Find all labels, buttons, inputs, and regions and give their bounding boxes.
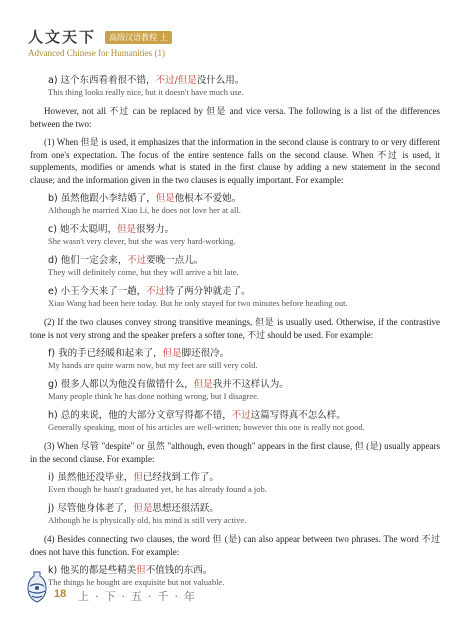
page-body	[30, 74, 440, 595]
example-i	[48, 471, 440, 495]
book-title-chinese: 人文天下	[28, 28, 97, 46]
vase-icon	[26, 570, 48, 604]
example-chinese: g) 很多人都以为他没有做错什么，但是我并不这样认为。	[48, 379, 289, 390]
example-chinese: k) 他买的都是些精美但不值钱的东西。	[48, 565, 213, 576]
example-translation: Although he is physically old, his mind is still very active.	[48, 515, 247, 525]
example-chinese: d) 他们一定会来，不过要晚一点儿。	[48, 255, 204, 266]
paragraph-differences-intro: However, not all 不过 can be replaced by 但是 and vice versa. The following is a list of the differences between the two:	[30, 106, 440, 129]
paragraph-rule-2: (2) If the two clauses convey strong transitive meanings, 但是 is usually used. Otherwise, if the contrastive tone is not very strong and the speaker prefers a softer tone, 不过 should be used. For example:	[30, 317, 440, 340]
example-j	[48, 502, 440, 526]
example-c	[48, 223, 440, 247]
example-a	[48, 74, 440, 98]
paragraph-rule-3: (3) When 尽管 "despite" or 虽然 "although, even though" appears in the first clause, 但 (是) usually appears in the second clause. For example:	[30, 441, 440, 464]
example-translation: Although he married Xiao Li, he does not love her at all.	[48, 205, 241, 215]
example-chinese: b) 虽然他跟小李结婚了，但是他根本不爱她。	[48, 193, 242, 204]
page-header	[28, 26, 172, 58]
example-translation: Generally speaking, most of his articles are well-written; however this one is really not good.	[48, 422, 365, 432]
example-chinese: e) 小王今天来了一趟，不过待了两分钟就走了。	[48, 286, 251, 297]
example-translation: She wasn't very clever, but she was very hard-working.	[48, 236, 236, 246]
book-title-english: Advanced Chinese for Humanities (1)	[28, 48, 165, 58]
example-f	[48, 347, 440, 371]
example-translation: Many people think he has done nothing wrong, but I disagree.	[48, 391, 260, 401]
example-chinese: i) 虽然他还没毕业，但已经找到工作了。	[48, 472, 219, 483]
example-translation: This thing looks really nice, but it doesn't have much use.	[48, 87, 244, 97]
example-translation: My hands are quite warm now, but my feet are still very cold.	[48, 360, 258, 370]
example-chinese: f) 我的手已经暖和起来了，但是脚还很冷。	[48, 348, 230, 359]
example-translation: Even though he hasn't graduated yet, he has already found a job.	[48, 484, 267, 494]
example-chinese: h) 总的来说，他的大部分文章写得都不错，不过这篇写得真不怎么样。	[48, 410, 346, 421]
footer-title: 上·下·五·千·年	[78, 590, 201, 603]
book-subtitle-badge: 高级汉语教程 上	[105, 31, 172, 44]
example-chinese: c) 她不太聪明，但是很努力。	[48, 224, 174, 235]
example-translation: The things he bought are exquisite but not valuable.	[48, 577, 225, 587]
example-g	[48, 378, 440, 402]
example-e	[48, 285, 440, 309]
example-chinese: j) 尽管他身体老了，但是思想还很活跃。	[48, 503, 219, 514]
example-chinese: a) 这个东西看着很不错，不过/但是没什么用。	[48, 75, 245, 86]
page-footer	[26, 570, 446, 610]
paragraph-rule-4: (4) Besides connecting two clauses, the word 但 (是) can also appear between two phrases. The word 不过 does not have this function. For example:	[30, 534, 440, 557]
paragraph-rule-1: (1) When 但是 is used, it emphasizes that the information in the second clause is contrary to or very different from one's expectation. The focus of the entire sentence falls on the second clause. When 不过 is used, it supplements, modifies or amends what is stated in the first clause by adding a new statement in the second clause; and the information given in the two clauses is equally important. For example:	[30, 137, 440, 185]
example-d	[48, 254, 440, 278]
example-h	[48, 409, 440, 433]
example-translation: They will definitely come, but they will arrive a bit late.	[48, 267, 239, 277]
example-translation: Xiao Wang had been here today. But he only stayed for two minutes before heading out.	[48, 298, 348, 308]
page-number: 18	[54, 588, 67, 600]
example-b	[48, 192, 440, 216]
